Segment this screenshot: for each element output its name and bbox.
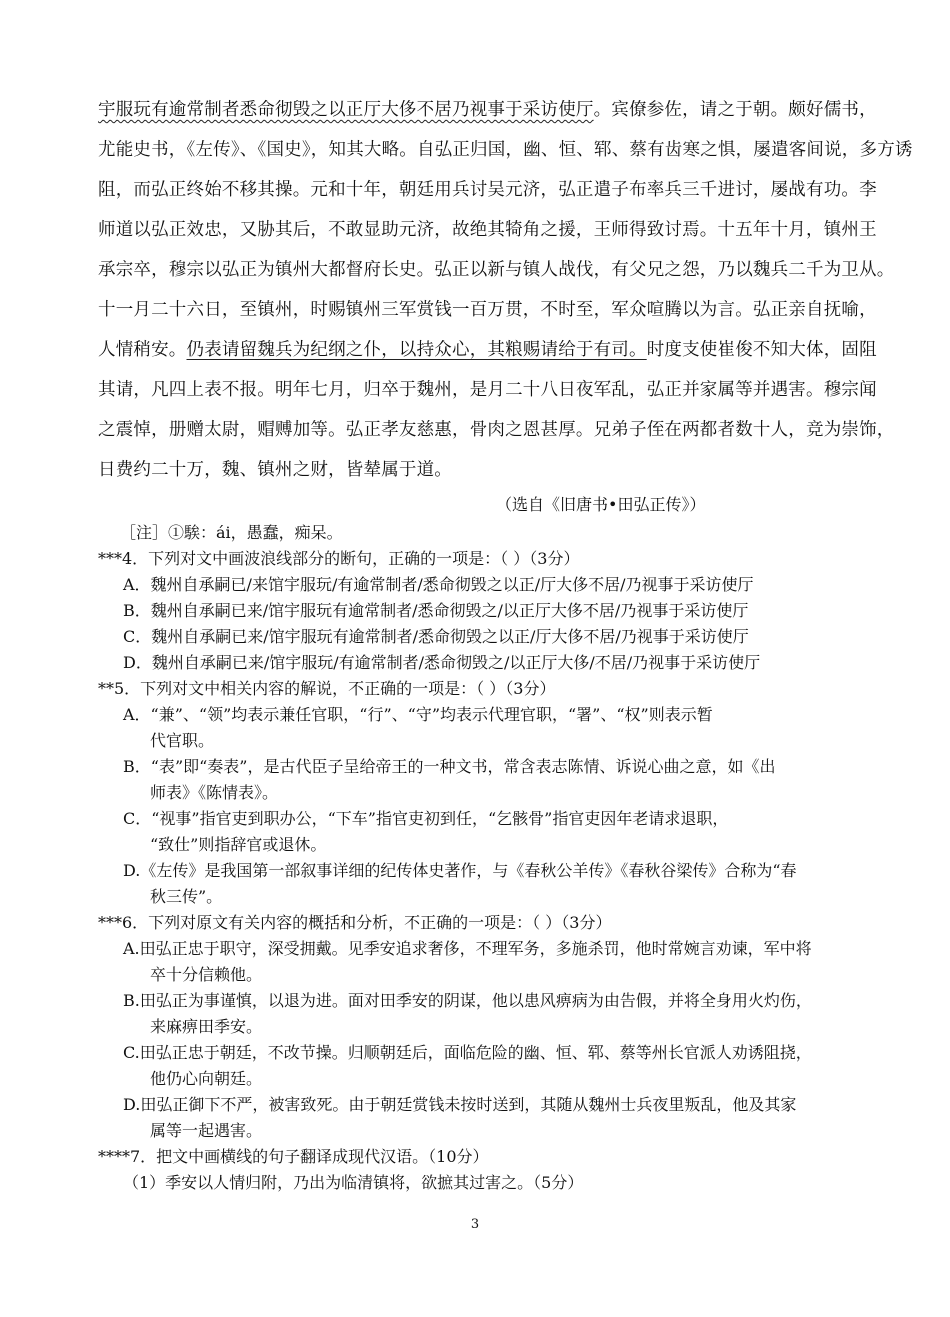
passage-line-tail: 。宾僚参佐，请之于朝。颇好儒书，: [593, 100, 877, 120]
option-c: C．魏州自承嗣已来/馆宇服玩有逾常制者/悉命彻毁之以正/厅大侈不居/乃视事于采访使厅: [123, 627, 749, 646]
sub-question: （1）季安以人情归附，乃出为临清镇将，欲摭其过害之。（5分）: [123, 1173, 584, 1192]
passage-line: 之震悼，册赠太尉，赗赙加等。弘正孝友慈惠，骨肉之恩甚厚。兄弟子侄在两都者数十人，竞为崇饰，: [98, 420, 895, 440]
page-number: 3: [470, 1217, 480, 1232]
option-d-continued: 秋三传”。: [150, 887, 223, 906]
option-a-continued: 代官职。: [150, 731, 215, 750]
passage-line-tail: 时度支使崔俊不知大体，固阻: [646, 340, 877, 360]
passage-line: [98, 90, 877, 130]
question-block: [98, 520, 868, 1196]
question-stem: ****7．把文中画横线的句子翻译成现代汉语。（10分）: [98, 1147, 489, 1166]
question-stem: **5．下列对文中相关内容的解说，不正确的一项是：（ ）（3分）: [98, 679, 556, 698]
option-b: B.田弘正为事谨慎，以退为进。面对田季安的阴谋，他以患风痹病为由告假，并将全身用火灼伤，: [123, 991, 812, 1010]
option-c-continued: “致仕”则指辞官或退休。: [150, 835, 327, 854]
option-a: A．“兼”、“领”均表示兼任官职，“行”、“守”均表示代理官职，“署”、“权”则表示暂: [123, 705, 713, 724]
question-stem: ***6．下列对原文有关内容的概括和分析，不正确的一项是：（ ）（3分）: [98, 913, 612, 932]
passage-line: 承宗卒，穆宗以弘正为镇州大都督府长史。弘正以新与镇人战伐，有父兄之怨，乃以魏兵二千为卫从。: [98, 260, 895, 280]
option-c-continued: 他仍心向朝廷。: [150, 1069, 263, 1088]
passage-line: 师道以弘正效忠，又胁其后，不敢显助元济，故绝其犄角之援，王师得致讨焉。十五年十月，镇州王: [98, 220, 877, 240]
option-d: D.田弘正御下不严，被害致死。由于朝廷赏钱未按时送到，其随从魏州士兵夜里叛乱，他及其家: [123, 1095, 797, 1114]
option-d: D．魏州自承嗣已来/馆宇服玩/有逾常制者/悉命彻毁之/以正厅大侈/不居/乃视事于采访使厅: [123, 653, 761, 672]
wavy-underlined-text: 宇服玩有逾常制者悉命彻毁之以正厅大侈不居乃视事于采访使厅: [98, 100, 594, 120]
passage-line: 尤能史书，《左传》、《国史》，知其大略。自弘正归国，幽、恒、郓、蔡有齿寒之惧，屡遣客间说，多方诱: [98, 140, 913, 160]
question-stem: ***4．下列对文中画波浪线部分的断句，正确的一项是：（ ）（3分）: [98, 549, 580, 568]
passage: [98, 90, 913, 490]
option-d: D.《左传》是我国第一部叙事详细的纪传体史著作，与《春秋公羊传》《春秋谷梁传》合称为“春: [123, 861, 797, 880]
source-citation: （选自《旧唐书•田弘正传》）: [496, 495, 706, 514]
option-c: C．“视事”指官吏到职办公，“下车”指官吏初到任，“乞骸骨”指官吏因年老请求退职，: [123, 809, 729, 828]
passage-line: 日费约二十万，魏、镇州之财，皆辇属于道。: [98, 460, 452, 480]
footnote: ［注］①騃：ái，愚蠢，痴呆。: [120, 523, 343, 542]
option-b: B．魏州自承嗣已来/馆宇服玩有逾常制者/悉命彻毁之/以正厅大侈不居/乃视事于采访使厅: [123, 601, 749, 620]
option-b: B．“表”即“奏表”，是古代臣子呈给帝王的一种文书，常含表志陈情、诉说心曲之意，如《出: [123, 757, 776, 776]
option-a: A.田弘正忠于职守，深受拥戴。见季安追求奢侈，不理军务，多施杀罚，他时常婉言劝谏，军中将: [123, 939, 812, 958]
passage-line: 其请，凡四上表不报。明年七月，归卒于魏州，是月二十八日夜军乱，弘正并家属等并遇害。穆宗闻: [98, 380, 877, 400]
option-b-continued: 来麻痹田季安。: [150, 1017, 263, 1036]
passage-line: 十一月二十六日，至镇州，时赐镇州三军赏钱一百万贯，不时至，军众喧腾以为言。弘正亲自抚喻，: [98, 300, 877, 320]
option-a: A．魏州自承嗣已/来馆宇服玩/有逾常制者/悉命彻毁之以正/厅大侈不居/乃视事于采访使厅: [123, 575, 754, 594]
option-b-continued: 师表》《陈情表》。: [150, 783, 279, 802]
option-d-continued: 属等一起遇害。: [150, 1121, 263, 1140]
option-c: C.田弘正忠于朝廷，不改节操。归顺朝廷后，面临危险的幽、恒、郓、蔡等州长官派人劝诱阻挠，: [123, 1043, 812, 1062]
underlined-sentence: 仍表请留魏兵为纪纲之仆，以持众心，其粮赐请给于有司。: [186, 340, 647, 360]
passage-line: [98, 330, 877, 370]
passage-line-head: 人情稍安。: [98, 340, 187, 360]
option-a-continued: 卒十分信赖他。: [150, 965, 263, 984]
passage-line: 阻，而弘正终始不移其操。元和十年，朝廷用兵讨吴元济，弘正遣子布率兵三千进讨，屡战有功。李: [98, 180, 877, 200]
